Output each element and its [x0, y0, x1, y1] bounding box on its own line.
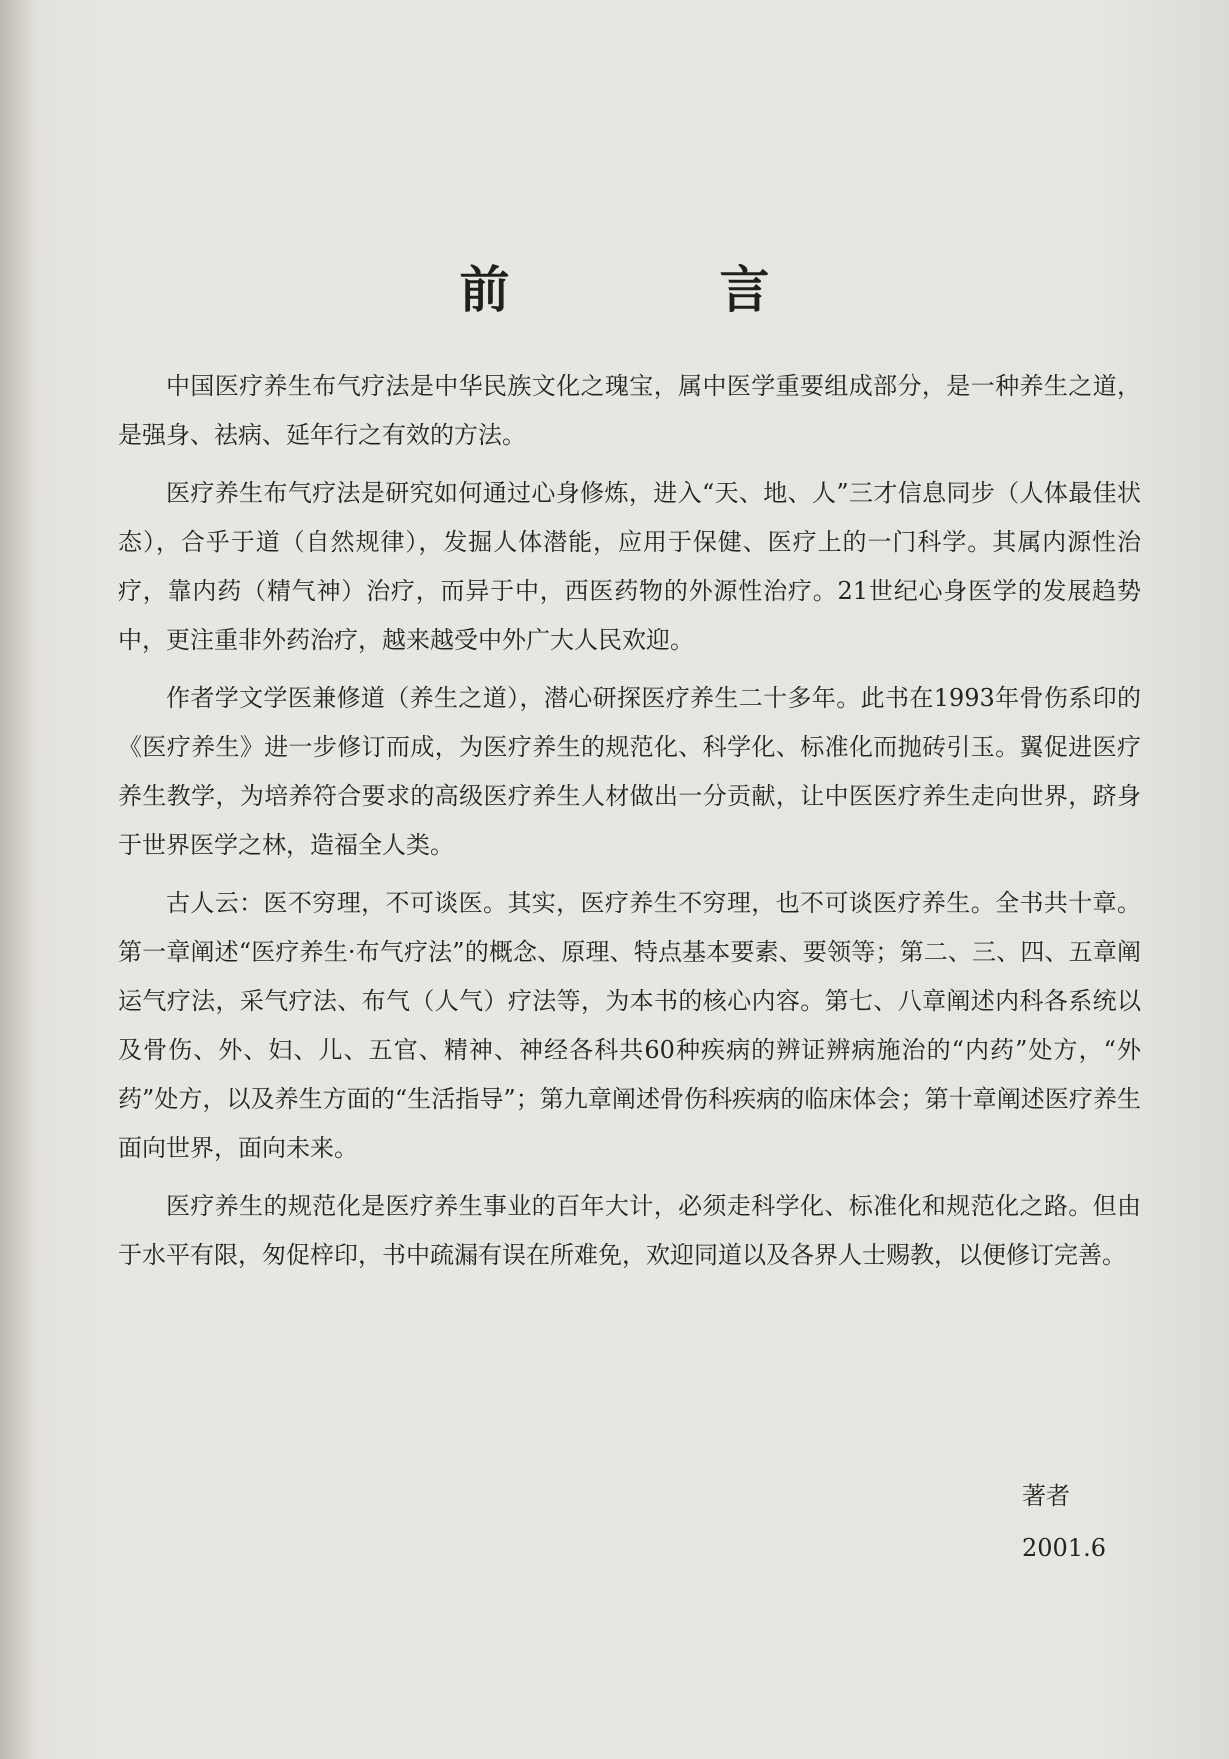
- page-title: 前 言: [459, 260, 850, 319]
- signature-block: [1022, 1470, 1106, 1574]
- signature-author: 著者: [1022, 1482, 1070, 1510]
- paragraph-1: 中国医疗养生布气疗法是中华民族文化之瑰宝，属中医学重要组成部分，是一种养生之道，是强身、祛病、延年行之有效的方法。: [118, 372, 1141, 449]
- paragraph-3: 作者学文学医兼修道（养生之道），潜心研探医疗养生二十多年。此书在1993年骨伤系印的《医疗养生》进一步修订而成，为医疗养生的规范化、科学化、标准化而抛砖引玉。翼促进医疗养生教学，为培养符合要求的高级医疗养生人材做出一分贡献，让中医医疗养生走向世界，跻身于世界医学之林，造福全人类。: [118, 684, 1141, 859]
- paragraph-5: 医疗养生的规范化是医疗养生事业的百年大计，必须走科学化、标准化和规范化之路。但由于水平有限，匆促梓印，书中疏漏有误在所难免，欢迎同道以及各界人士赐教，以便修订完善。: [118, 1192, 1141, 1269]
- preface-body: [118, 362, 1141, 1289]
- paragraph-4: 古人云：医不穷理，不可谈医。其实，医疗养生不穷理，也不可谈医疗养生。全书共十章。第一章阐述“医疗养生·布气疗法”的概念、原理、特点基本要素、要领等；第二、三、四、五章阐运气疗法，采气疗法、布气（人气）疗法等，为本书的核心内容。第七、八章阐述内科各系统以及骨伤、外、妇、儿、五官、精神、神经各科共60种疾病的辨证辨病施治的“内药”处方，“外药”处方，以及养生方面的“生活指导”；第九章阐述骨伤科疾病的临床体会；第十章阐述医疗养生面向世界，面向未来。: [118, 889, 1141, 1162]
- paragraph-2: 医疗养生布气疗法是研究如何通过心身修炼，进入“天、地、人”三才信息同步（人体最佳状态），合乎于道（自然规律），发掘人体潜能，应用于保健、医疗上的一门科学。其属内源性治疗，靠内药（精气神）治疗，而异于中，西医药物的外源性治疗。21世纪心身医学的发展趋势中，更注重非外药治疗，越来越受中外广大人民欢迎。: [118, 479, 1141, 654]
- signature-date: 2001.6: [1022, 1534, 1106, 1562]
